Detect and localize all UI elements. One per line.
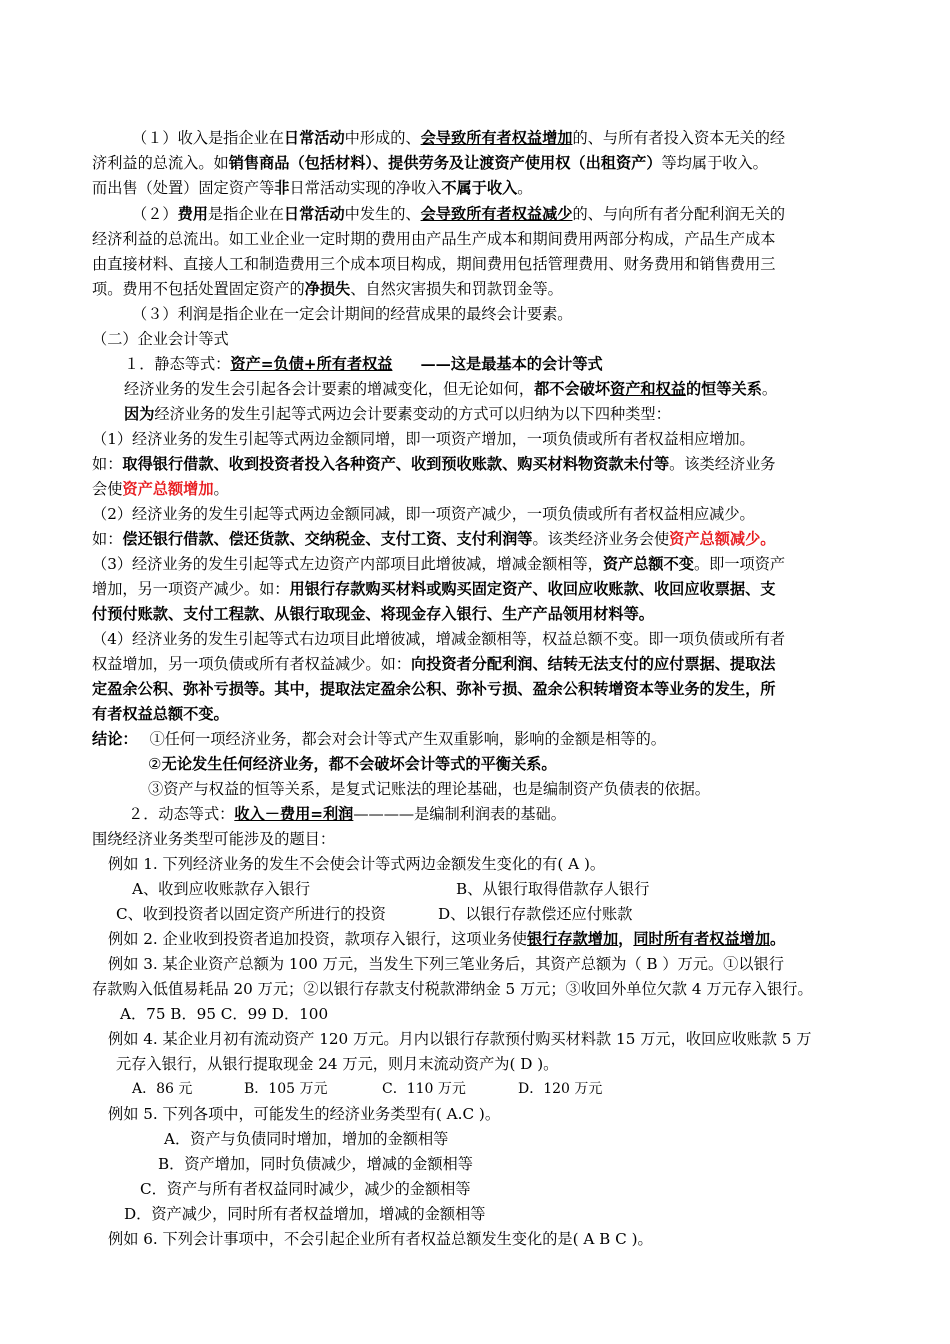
four-types-intro-line: 因为经济业务的发生引起等式两边会计要素变动的方式可以归纳为以下四种类型：: [124, 405, 671, 423]
example-4-question-line-1: 例如 4. 某企业月初有流动资产 120 万元。月内以银行存款预付购买材料款 15 万元，收回应收账款 5 万: [108, 1030, 812, 1048]
type-4-line-1: （4）经济业务的发生引起等式右边项目此增彼减，增减金额相等，权益总额不变。即一项负债或所有者: [92, 630, 786, 648]
equation-explanation-line: 经济业务的发生会引起各会计要素的增减变化，但无论如何，都不会破坏资产和权益的恒等关系。: [124, 380, 778, 398]
type-2-line-1: （2）经济业务的发生引起等式两边金额同减，即一项资产减少，一项负债或所有者权益相应减少。: [92, 505, 755, 523]
profit-definition-line: （３）利润是指企业在一定会计期间的经营成果的最终会计要素。: [132, 305, 573, 323]
type-3-line-1: （3）经济业务的发生引起等式左边资产内部项目此增彼减，增减金额相等，资产总额不变。即一项资产: [92, 555, 786, 573]
type-4-line-4: 有者权益总额不变。: [92, 705, 229, 723]
example-4-question-line-2: 元存入银行，从银行提取现金 24 万元，则月末流动资产为( D )。: [116, 1055, 559, 1073]
conclusion-line-3: ③资产与权益的恒等关系，是复式记账法的理论基础，也是编制资产负债表的依据。: [148, 780, 710, 798]
income-definition-line-2: 济利益的总流入。如销售商品（包括材料）、提供劳务及让渡资产使用权（出租资产）等均属于收入。: [92, 154, 768, 172]
dynamic-equation-line: ２．动态等式：收入－费用=利润————是编制利润表的基础。: [128, 805, 566, 823]
section-heading-accounting-equation: （二）企业会计等式: [92, 330, 229, 348]
example-3-options: A．75 B．95 C．99 D．100: [120, 1005, 329, 1023]
example-5-option-d: D．资产减少，同时所有者权益增加，增减的金额相等: [124, 1205, 486, 1223]
expense-definition-line-4: 项。费用不包括处置固定资产的净损失、自然灾害损失和罚款罚金等。: [92, 280, 563, 298]
example-4-options: A．86 元 B．105 万元 C．110 万元 D．120 万元: [132, 1081, 603, 1097]
expense-definition-line-3: 由直接材料、直接人工和制造费用三个成本项目构成，期间费用包括管理费用、财务费用和销售费用三: [92, 255, 776, 273]
example-5-option-a: A．资产与负债同时增加，增加的金额相等: [164, 1130, 449, 1148]
type-1-line-1: （1）经济业务的发生引起等式两边金额同增，即一项资产增加，一项负债或所有者权益相应增加。: [92, 430, 755, 448]
conclusion-line-2: ②无论发生任何经济业务，都不会破坏会计等式的平衡关系。: [148, 755, 557, 773]
type-2-line-2: 如：偿还银行借款、偿还货款、交纳税金、支付工资、支付利润等。该类经济业务会使资产总额减少。: [92, 530, 776, 548]
conclusion-line-1: 结论： ①任何一项经济业务，都会对会计等式产生双重影响，影响的金额是相等的。: [92, 730, 666, 748]
example-1-question: 例如 1. 下列经济业务的发生不会使会计等式两边金额发生变化的有( A )。: [108, 855, 606, 873]
question-topics-heading: 围绕经济业务类型可能涉及的题目：: [92, 830, 335, 848]
type-4-line-3: 定盈余公积、弥补亏损等。其中，提取法定盈余公积、弥补亏损、盈余公积转增资本等业务的发生，所: [92, 680, 776, 698]
example-5-option-c: C．资产与所有者权益同时减少，减少的金额相等: [140, 1180, 471, 1198]
expense-definition-line-1: （２）费用是指企业在日常活动中发生的、会导致所有者权益减少的、与向所有者分配利润无关的: [132, 205, 786, 223]
static-equation-line: １．静态等式：资产=负债+所有者权益 ——这是最基本的会计等式: [124, 355, 603, 373]
type-4-line-2: 权益增加，另一项负债或所有者权益减少。如：向投资者分配利润、结转无法支付的应付票据、提取法: [92, 655, 776, 673]
example-5-question: 例如 5. 下列各项中，可能发生的经济业务类型有( A.C )。: [108, 1105, 501, 1123]
type-3-line-3: 付预付账款、支付工程款、从银行取现金、将现金存入银行、生产产品领用材料等。: [92, 605, 654, 623]
example-1-options-cd: C、收到投资者以固定资产所进行的投资 D、以银行存款偿还应付账款: [116, 905, 633, 923]
example-6-question: 例如 6. 下列会计事项中，不会引起企业所有者权益总额发生变化的是( A B C )。: [108, 1230, 653, 1248]
example-1-options-ab: A、收到应收账款存入银行 B、从银行取得借款存人银行: [132, 880, 650, 898]
expense-definition-line-2: 经济利益的总流出。如工业企业一定时期的费用由产品生产成本和期间费用两部分构成，产品生产成本: [92, 230, 776, 248]
example-2-question: 例如 2. 企业收到投资者追加投资，款项存入银行，这项业务使银行存款增加，同时所有者权益增加。: [108, 930, 786, 948]
type-1-line-3: 会使资产总额增加。: [92, 480, 229, 498]
example-5-option-b: B．资产增加，同时负债减少，增减的金额相等: [158, 1155, 473, 1173]
income-definition-line-1: （１）收入是指企业在日常活动中形成的、会导致所有者权益增加的、与所有者投入资本无关的经: [132, 129, 786, 147]
income-definition-line-3: 而出售（处置）固定资产等非日常活动实现的净收入不属于收入。: [92, 179, 533, 197]
example-3-question-line-2: 存款购入低值易耗品 20 万元；②以银行存款支付税款滞纳金 5 万元；③收回外单位欠款 4 万元存入银行。: [92, 980, 813, 998]
type-1-line-2: 如：取得银行借款、收到投资者投入各种资产、收到预收账款、购买材料物资款未付等。该类经济业务: [92, 455, 776, 473]
type-3-line-2: 增加，另一项资产减少。如：用银行存款购买材料或购买固定资产、收回应收账款、收回应收票据、支: [92, 580, 776, 598]
example-3-question-line-1: 例如 3. 某企业资产总额为 100 万元，当发生下列三笔业务后，其资产总额为（ B ）万元。①以银行: [108, 955, 784, 973]
